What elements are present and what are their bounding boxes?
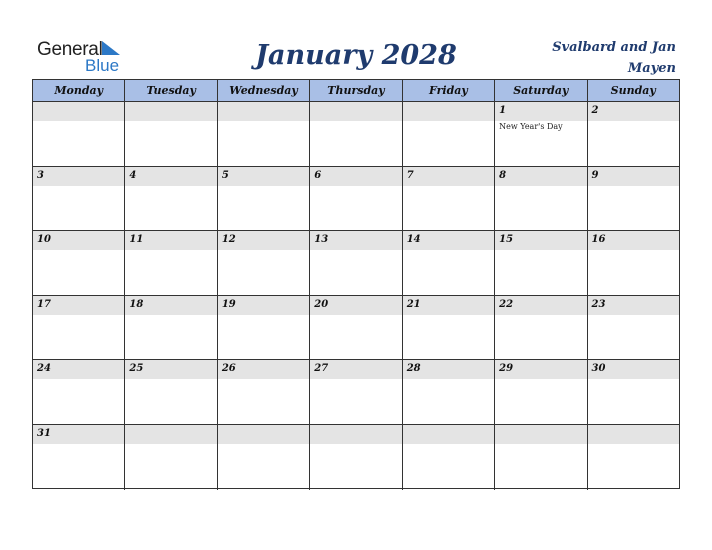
logo-triangle-icon <box>100 41 120 55</box>
day-number: 7 <box>406 169 414 181</box>
day-number-band <box>125 425 216 444</box>
day-cell[interactable] <box>495 425 587 490</box>
day-cell[interactable] <box>403 296 495 360</box>
day-number: 3 <box>37 169 44 181</box>
day-cell[interactable] <box>588 296 679 360</box>
day-cell[interactable] <box>33 360 125 424</box>
day-number: 27 <box>314 363 329 375</box>
day-cell[interactable] <box>125 102 217 166</box>
day-number: 2 <box>591 105 599 116</box>
weekday-header-monday: Monday <box>33 80 125 101</box>
day-number: 17 <box>37 298 51 310</box>
day-cell[interactable] <box>588 167 679 231</box>
day-number: 4 <box>129 169 137 181</box>
day-number: 24 <box>37 363 51 375</box>
day-number-band <box>495 167 586 186</box>
day-number: 11 <box>129 234 144 246</box>
day-cell[interactable] <box>588 102 679 166</box>
day-cell[interactable] <box>495 360 587 424</box>
day-number: 20 <box>314 298 329 310</box>
day-number: 26 <box>221 363 236 375</box>
day-number-band <box>33 167 124 186</box>
day-cell[interactable] <box>125 167 217 231</box>
day-number-band <box>218 167 309 186</box>
day-number: 28 <box>406 363 421 375</box>
day-number: 31 <box>37 427 51 439</box>
day-number: 14 <box>406 234 421 246</box>
day-cell[interactable] <box>33 231 125 295</box>
day-cell[interactable] <box>125 231 217 295</box>
logo-text-blue: Blue <box>85 56 120 75</box>
day-number-band <box>33 102 124 121</box>
day-number-band <box>218 102 309 121</box>
week-row <box>33 296 679 361</box>
day-cell[interactable] <box>33 167 125 231</box>
day-cell[interactable] <box>588 231 679 295</box>
day-cell[interactable] <box>495 102 587 166</box>
weekday-header-sunday: Sunday <box>610 84 656 97</box>
day-number-band <box>495 425 586 444</box>
day-cell[interactable] <box>218 167 310 231</box>
weekday-header-wednesday: Wednesday <box>218 80 310 101</box>
day-number-band <box>310 425 401 444</box>
week-row <box>33 360 679 425</box>
day-number: 5 <box>221 169 229 181</box>
day-cell[interactable] <box>310 102 402 166</box>
day-number: 8 <box>499 169 507 181</box>
day-cell[interactable] <box>33 425 125 490</box>
day-number: 1 <box>499 105 507 116</box>
day-cell[interactable] <box>495 231 587 295</box>
day-number: 29 <box>499 363 514 375</box>
day-number-band <box>403 167 494 186</box>
day-number: 21 <box>406 298 421 310</box>
day-cell[interactable] <box>310 231 402 295</box>
day-number-band <box>403 102 494 121</box>
day-cell[interactable] <box>588 425 679 490</box>
day-number-band <box>495 102 586 121</box>
logo-text-general: General <box>37 39 103 60</box>
day-number: 6 <box>314 169 322 181</box>
day-number: 19 <box>221 298 236 310</box>
calendar-grid <box>32 79 680 489</box>
day-cell[interactable] <box>403 102 495 166</box>
day-cell[interactable] <box>310 425 402 490</box>
week-row <box>33 102 679 167</box>
day-cell[interactable] <box>218 102 310 166</box>
weekday-header-friday: Friday <box>403 80 495 101</box>
calendar-weeks <box>33 102 679 490</box>
weekday-header-row <box>33 80 679 102</box>
day-number-band <box>218 425 309 444</box>
day-number-band <box>125 102 216 121</box>
day-number-band <box>403 425 494 444</box>
day-number: 23 <box>591 298 606 310</box>
day-cell[interactable] <box>495 296 587 360</box>
day-number: 22 <box>499 298 514 310</box>
day-number: 13 <box>314 234 329 246</box>
day-cell[interactable] <box>125 425 217 490</box>
day-number-band <box>588 425 679 444</box>
week-row <box>33 167 679 232</box>
day-cell[interactable] <box>588 360 679 424</box>
week-row <box>33 231 679 296</box>
day-cell[interactable] <box>495 167 587 231</box>
generalblue-logo <box>37 39 137 75</box>
day-cell[interactable] <box>33 102 125 166</box>
day-number-band <box>310 167 401 186</box>
day-number: 18 <box>129 298 144 310</box>
day-number: 16 <box>591 234 606 246</box>
day-cell[interactable] <box>218 360 310 424</box>
day-cell[interactable] <box>310 296 402 360</box>
weekday-header-saturday: Saturday <box>495 80 587 101</box>
day-cell[interactable] <box>218 425 310 490</box>
day-cell[interactable] <box>403 360 495 424</box>
day-cell[interactable] <box>33 296 125 360</box>
day-cell[interactable] <box>310 360 402 424</box>
day-number-band <box>310 102 401 121</box>
week-row <box>33 425 679 490</box>
day-cell[interactable] <box>403 231 495 295</box>
day-number-band <box>588 102 679 121</box>
day-number: 15 <box>499 234 514 246</box>
day-number: 10 <box>37 234 51 246</box>
day-number-band <box>588 167 679 186</box>
day-cell[interactable] <box>218 231 310 295</box>
region-label: Svalbard and Jan Mayen <box>552 40 676 76</box>
calendar-title: January 2028 <box>255 40 457 71</box>
day-number: 30 <box>591 363 606 375</box>
day-number: 25 <box>129 363 144 375</box>
day-cell[interactable] <box>125 296 217 360</box>
holiday-label: New Year's Day <box>499 122 563 131</box>
day-cell[interactable] <box>403 425 495 490</box>
weekday-header-tuesday: Tuesday <box>125 80 217 101</box>
day-cell[interactable] <box>403 167 495 231</box>
day-cell[interactable] <box>218 296 310 360</box>
day-cell[interactable] <box>310 167 402 231</box>
day-cell[interactable] <box>125 360 217 424</box>
day-number: 9 <box>591 169 599 181</box>
day-number: 12 <box>221 234 236 246</box>
day-number-band <box>125 167 216 186</box>
weekday-header-thursday: Thursday <box>310 80 402 101</box>
